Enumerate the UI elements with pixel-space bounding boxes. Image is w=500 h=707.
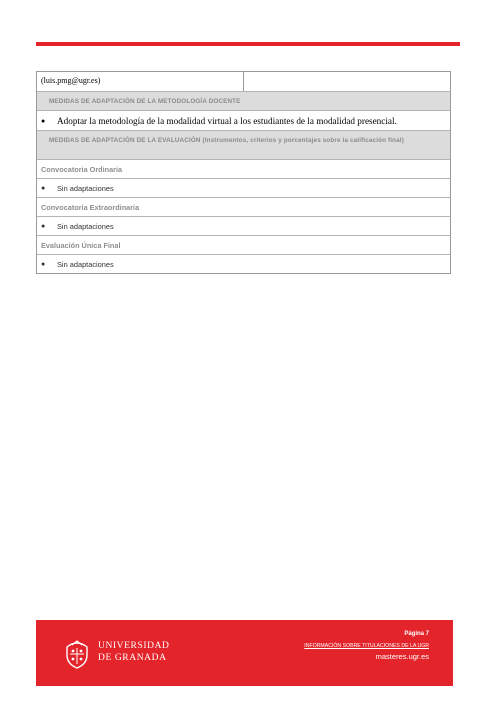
- empty-cell: [244, 72, 450, 91]
- section-title-unica-final: Evaluación Única Final: [37, 235, 450, 254]
- evaluation-heading: MEDIDAS DE ADAPTACIÓN DE LA EVALUACIÓN (Instrumentos, criterios y porcentajes sobre la calificación final): [37, 130, 450, 159]
- section-bullet-unica-final: [37, 254, 450, 273]
- section-title-extraordinaria: Convocatoria Extraordinaria: [37, 197, 450, 216]
- adaptation-table: [36, 71, 451, 274]
- university-crest-icon: [63, 639, 91, 669]
- section-bullet-ordinaria: [37, 178, 450, 197]
- methodology-heading: MEDIDAS DE ADAPTACIÓN DE LA METODOLOGÍA DOCENTE: [37, 91, 450, 110]
- section-title-ordinaria: Convocatoria Ordinaria: [37, 159, 450, 178]
- bullet-icon: ●: [41, 184, 46, 192]
- email-row: [37, 72, 450, 91]
- bullet-icon: ●: [41, 260, 46, 268]
- university-name-line2: DE GRANADA: [98, 653, 167, 663]
- bullet-icon: ●: [41, 222, 46, 230]
- bullet-icon: ●: [41, 116, 46, 125]
- site-link[interactable]: masteres.ugr.es: [375, 652, 429, 661]
- section-bullet-text: Sin adaptaciones: [57, 183, 114, 193]
- section-bullet-text: Sin adaptaciones: [57, 221, 114, 231]
- university-name-line1: UNIVERSIDAD: [98, 641, 170, 651]
- methodology-bullet-row: [37, 110, 450, 130]
- methodology-bullet-text: Adoptar la metodología de la modalidad virtual a los estudiantes de la modalidad presencial.: [57, 115, 397, 126]
- section-bullet-text: Sin adaptaciones: [57, 259, 114, 269]
- header-red-rule: [36, 42, 460, 46]
- page-number: Página 7: [404, 631, 429, 637]
- footer-banner: [36, 620, 453, 686]
- email-text: (luis.pmg@ugr.es): [37, 72, 244, 91]
- section-bullet-extraordinaria: [37, 216, 450, 235]
- info-link[interactable]: INFORMACIÓN SOBRE TITULACIONES DE LA UGR: [304, 643, 429, 649]
